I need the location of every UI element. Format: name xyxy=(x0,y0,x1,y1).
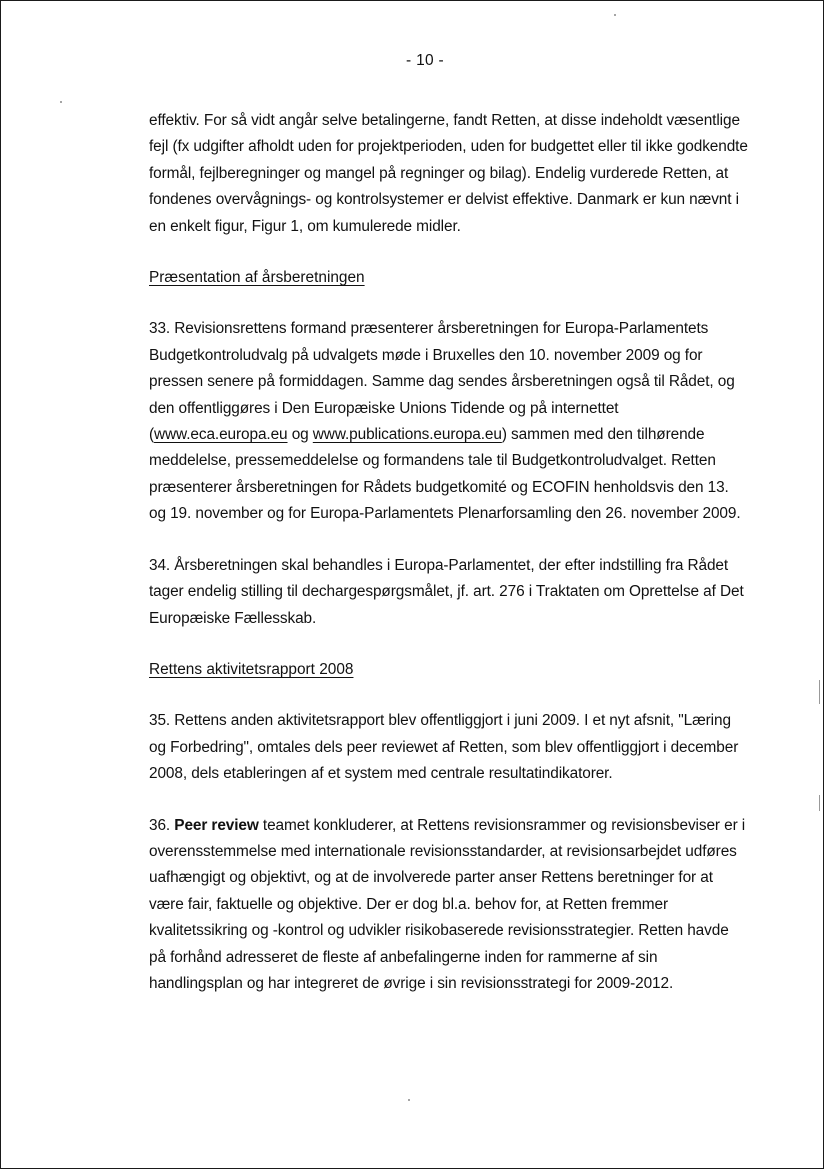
paragraph-34: 34. Årsberetningen skal behandles i Europa-Parlamentet, der efter indstilling fra Rådet tager endelig stilling til dechargespørgsmålet, jf. art. 276 i Traktaten om Oprettelse af Det Europæiske Fællesskab. xyxy=(149,556,744,627)
paragraph-33-text-3: ) sammen med den tilhørende meddelelse, pressemeddelelse og formandens tale til Budgetkontroludvalget. Retten præsenterer årsberetningen for Rådets budgetkomité og ECOFIN henholdsvis den 13. og 19. november og for Europa-Parlamentets Plenarforsamling den 26. november 2009. xyxy=(149,426,741,523)
paragraph-intro: effektiv. For så vidt angår selve betalingerne, fandt Retten, at disse indeholdt væsentlige fejl (fx udgifter afholdt uden for projektperioden, uden for budgettet eller til ikke godkendte formål, fejlberegninger og mangel på regninger og bilag). Endelig vurderede Retten, at fondenes overvågnings- og kontrolsystemer er delvist effektive. Danmark er kun nævnt i en enkelt figur, Figur 1, om kumulerede midler. xyxy=(149,112,748,235)
paragraph-33 xyxy=(149,316,749,527)
scan-edge-mark xyxy=(819,795,820,811)
section-heading-presentation: Præsentation af årsberetningen xyxy=(149,269,365,287)
paragraph-36-text: teamet konkluderer, at Rettens revisionsrammer og revisionsbeviser er i overensstemmelse med internationale revisionsstandarder, at revisionsarbejdet udføres uafhængigt og objektivt, og at de involverede parter anser Rettens beretninger for at være fair, faktuelle og objektive. Der er dog bl.a. behov for, at Retten fremmer kvalitetssikring og -kontrol og udvikler risikobaserede revisionsstrategier. Retten havde på forhånd adresseret de fleste af anbefalingerne inden for rammerne af sin handlingsplan og har integreret de øvrige i sin revisionsstrategi for 2009-2012. xyxy=(149,816,746,992)
page-number: - 10 - xyxy=(406,52,444,69)
paragraph-33-text-2: og xyxy=(287,426,313,444)
scan-edge-mark xyxy=(819,680,820,704)
paragraph-36-bold-term: Peer review xyxy=(174,816,259,834)
link-eca[interactable]: www.eca.europa.eu xyxy=(154,426,288,444)
scan-speck xyxy=(614,14,616,16)
paragraph-36 xyxy=(149,813,749,998)
link-publications[interactable]: www.publications.europa.eu xyxy=(312,426,502,444)
paragraph-36-number: 36. xyxy=(149,816,175,834)
document-body xyxy=(149,108,749,997)
section-heading-activity-report: Rettens aktivitetsrapport 2008 xyxy=(149,660,354,678)
paragraph-35: 35. Rettens anden aktivitetsrapport blev offentliggjort i juni 2009. I et nyt afsnit, "Læring og Forbedring", omtales dels peer reviewet af Retten, som blev offentliggjort i december 2008, dels etableringen af et system med centrale resultatindikatorer. xyxy=(149,712,739,783)
scan-speck xyxy=(408,1099,410,1101)
scan-speck xyxy=(60,101,62,103)
paragraph-33-text-1: 33. Revisionsrettens formand præsenterer årsberetningen for Europa-Parlamentets Budgetkontroludvalg på udvalgets møde i Bruxelles den 10. november 2009 og for pressen senere på formiddagen. Samme dag sendes årsberetningen også til Rådet, og den offentliggøres i Den Europæiske Unions Tidende og på internettet ( xyxy=(149,320,735,444)
